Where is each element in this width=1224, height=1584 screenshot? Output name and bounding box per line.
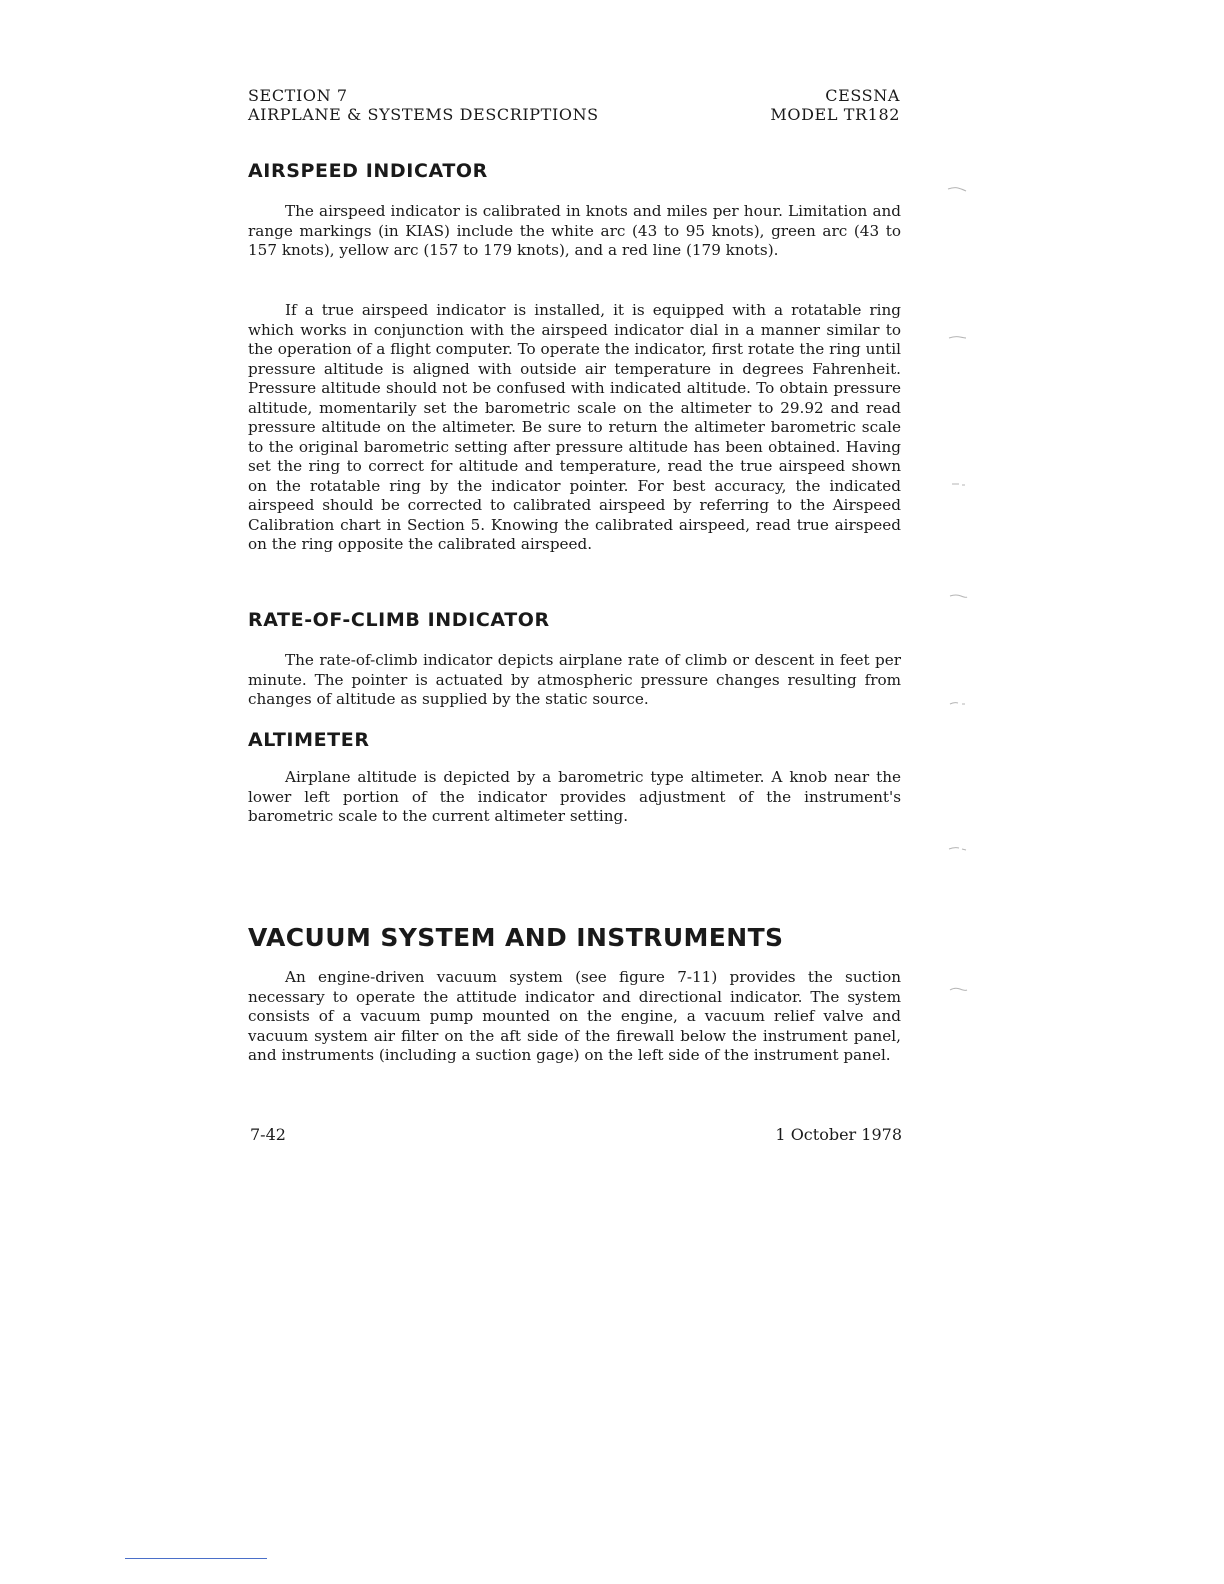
margin-scan-mark — [946, 593, 968, 599]
vacuum-system-heading: VACUUM SYSTEM AND INSTRUMENTS — [248, 923, 784, 952]
airspeed-paragraph-2: If a true airspeed indicator is installed, it is equipped with a rotatable ring which works in conjunction with the airspeed indicator dial in a manner similar to the operation of a flight computer. To operate the indicator, first rotate the ring until pressure altitude is aligned with outside air temperature in degrees Fahrenheit. Pressure altitude should not be confused with indicated altitude. To obtain pressure altitude, momentarily set the barometric scale on the altimeter to 29.92 and read pressure altitude on the altimeter. Be sure to return the altimeter barometric scale to the original barometric setting after pressure altitude has been obtained. Having set the ring to correct for altitude and temperature, read the true airspeed shown on the rotatable ring by the indicator pointer. For best accuracy, the indicated airspeed should be corrected to calibrated airspeed by referring to the Airspeed Calibration chart in Section 5. Knowing the calibrated airspeed, read true airspeed on the ring opposite the calibrated airspeed. — [248, 301, 901, 553]
altimeter-heading: ALTIMETER — [248, 729, 370, 751]
vacuum-system-paragraph: An engine-driven vacuum system (see figure 7-11) provides the suction necessary to operate the attitude indicator and directional indicator. The system consists of a vacuum pump mounted on the engine, a vacuum relief valve and vacuum system air filter on the aft side of the firewall below the instrument panel, and instruments (including a suction gage) on the left side of the instrument panel. — [248, 968, 901, 1064]
margin-scan-mark — [946, 700, 968, 706]
bottom-rule — [125, 1558, 267, 1559]
margin-scan-mark — [946, 986, 968, 992]
margin-scan-mark — [946, 481, 968, 487]
altimeter-paragraph: Airplane altitude is depicted by a barometric type altimeter. A knob near the lower left portion of the indicator provides adjustment of the instrument's barometric scale to the current altimeter setting. — [248, 768, 901, 825]
margin-scan-mark — [946, 845, 968, 851]
airspeed-paragraph-1: The airspeed indicator is calibrated in knots and miles per hour. Limitation and range markings (in KIAS) include the white arc (43 to 95 knots), green arc (43 to 157 knots), yellow arc (157 to 179 knots), and a red line (179 knots). — [248, 202, 901, 259]
page-number: 7-42 — [250, 1125, 286, 1144]
section-number: SECTION 7 — [248, 86, 348, 105]
revision-date: 1 October 1978 — [775, 1125, 902, 1144]
margin-scan-mark — [946, 334, 968, 340]
margin-scan-mark — [946, 186, 968, 192]
aircraft-model: MODEL TR182 — [770, 105, 900, 124]
rate-of-climb-heading: RATE-OF-CLIMB INDICATOR — [248, 609, 550, 631]
aircraft-make: CESSNA — [825, 86, 900, 105]
running-header-left — [248, 86, 599, 124]
running-header-right — [770, 86, 900, 124]
section-title: AIRPLANE & SYSTEMS DESCRIPTIONS — [248, 105, 599, 124]
rate-of-climb-paragraph: The rate-of-climb indicator depicts airplane rate of climb or descent in feet per minute. The pointer is actuated by atmospheric pressure changes resulting from changes of altitude as supplied by the static source. — [248, 651, 901, 708]
airspeed-indicator-heading: AIRSPEED INDICATOR — [248, 160, 488, 182]
